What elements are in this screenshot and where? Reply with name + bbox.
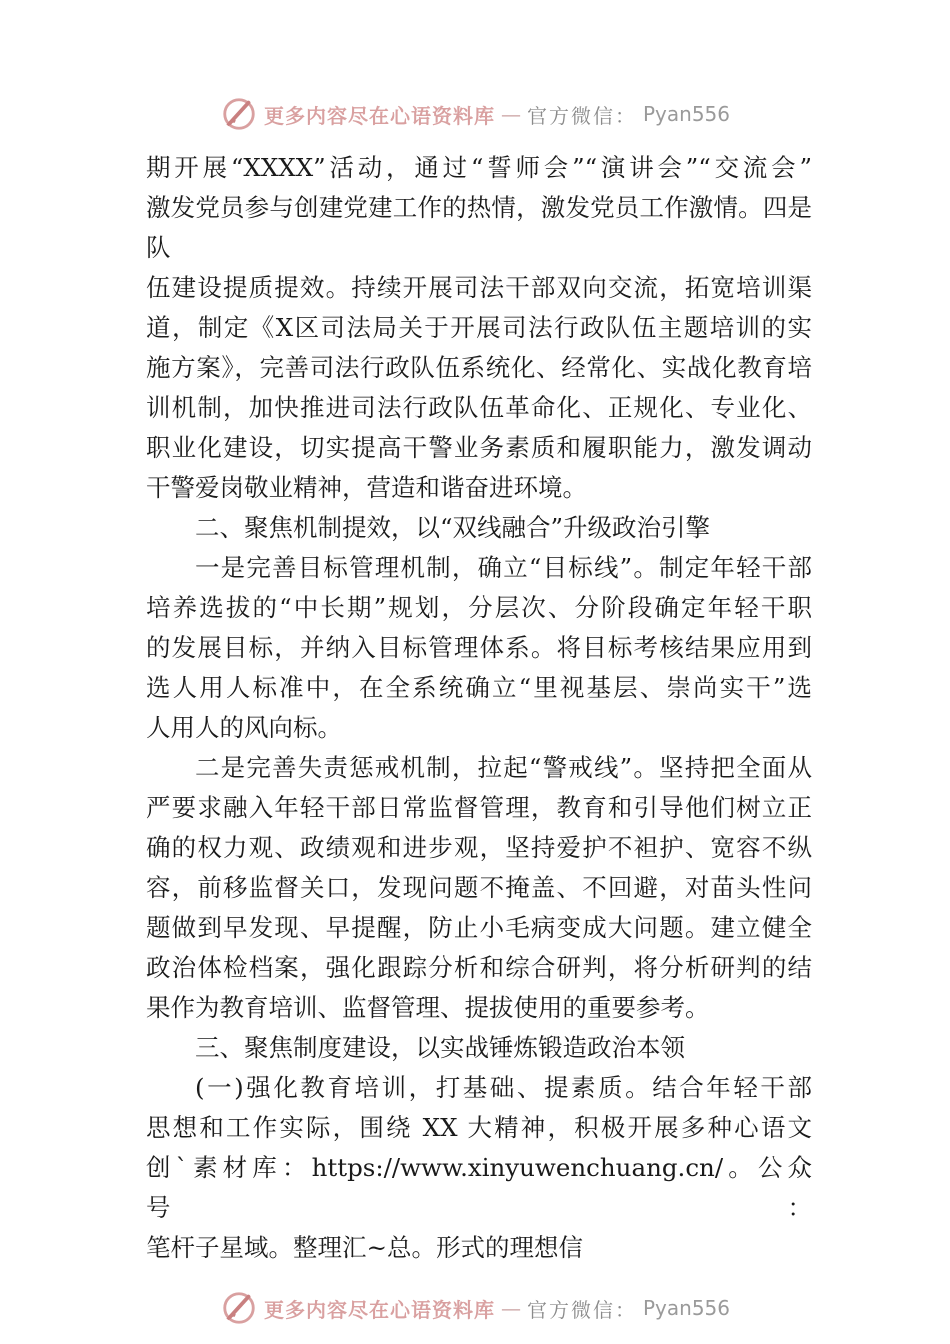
paragraph-line: 伍建设提质提效。持续开展司法干部双向交流，拓宽培训渠: [146, 273, 812, 302]
document-body: [146, 148, 812, 1268]
paragraph-line: 容，前移监督关口，发现问题不掩盖、不回避，对苗头性问: [146, 873, 812, 902]
paragraph-line: 道，制定《X区司法局关于开展司法行政队伍主题培训的实: [146, 313, 812, 342]
watermark-dash: —: [500, 1296, 521, 1320]
paragraph-line: 三、聚焦制度建设，以实战锤炼锻造政治本领: [195, 1033, 685, 1062]
paragraph-line: 激发党员参与创建党建工作的热情，激发党员工作激情。四是队: [146, 193, 812, 262]
watermark-banner-top: [0, 94, 950, 134]
paragraph-line: 严要求融入年轻干部日常监督管理，教育和引导他们树立正: [146, 793, 812, 822]
watermark-main-text: 更多内容尽在心语资料库: [263, 103, 495, 128]
paragraph-line: 一是完善目标管理机制，确立“目标线”。制定年轻干部: [195, 553, 812, 582]
paragraph-line: 二是完善失责惩戒机制，拉起“警戒线”。坚持把全面从: [195, 753, 812, 782]
watermark-banner-bottom: [0, 1288, 950, 1328]
paragraph-line: 选人用人标准中，在全系统确立“里视基层、崇尚实干”选: [146, 673, 812, 702]
paragraph-line: 政治体检档案，强化跟踪分析和综合研判，将分析研判的结: [146, 953, 812, 982]
watermark-wechat-label: 官方微信：: [526, 1297, 637, 1322]
paragraph-line: 二、聚焦机制提效，以“双线融合”升级政治引擎: [195, 513, 711, 542]
watermark-wechat-id: Pyan556: [642, 102, 730, 126]
watermark-wechat-id: Pyan556: [642, 1296, 730, 1320]
brush-logo-icon: [220, 95, 258, 133]
watermark-main-text: 更多内容尽在心语资料库: [263, 1297, 495, 1322]
paragraph-line: 训机制，加快推进司法行政队伍革命化、正规化、专业化、: [146, 393, 812, 422]
paragraph-line: 果作为教育培训、监督管理、提拔使用的重要参考。: [146, 993, 710, 1022]
paragraph-line: 题做到早发现、早提醒，防止小毛病变成大问题。建立健全: [146, 913, 812, 942]
paragraph-line: 笔杆子星域。整理汇~总。形式的理想信: [146, 1233, 584, 1262]
paragraph-line: 期开展“XXXX”活动，通过“誓师会”“演讲会”“交流会”: [146, 153, 812, 182]
paragraph-line: (一)强化教育培训，打基础、提素质。结合年轻干部: [195, 1073, 812, 1102]
paragraph-line: 培养选拔的“中长期”规划，分层次、分阶段确定年轻干职: [146, 593, 812, 622]
paragraph-line: 确的权力观、政绩观和进步观，坚持爱护不袒护、宽容不纵: [146, 833, 812, 862]
watermark-dash: —: [500, 102, 521, 126]
paragraph-line: 施方案》，完善司法行政队伍系统化、经常化、实战化教育培: [146, 353, 812, 382]
paragraph-line: 人用人的风向标。: [146, 713, 342, 742]
watermark-wechat-label: 官方微信：: [526, 103, 637, 128]
paragraph-line: 思想和工作实际，围绕 XX 大精神，积极开展多种心语文: [146, 1113, 812, 1142]
paragraph-line: 的发展目标，并纳入目标管理体系。将目标考核结果应用到: [146, 633, 812, 662]
paragraph-line: 干警爱岗敬业精神，营造和谐奋进环境。: [146, 473, 587, 502]
brush-logo-icon: [220, 1289, 258, 1327]
paragraph-line: 创`素材库：https://www.xinyuwenchuang.cn/。公众号：: [146, 1153, 812, 1222]
paragraph-line: 职业化建设，切实提高干警业务素质和履职能力，激发调动: [146, 433, 812, 462]
